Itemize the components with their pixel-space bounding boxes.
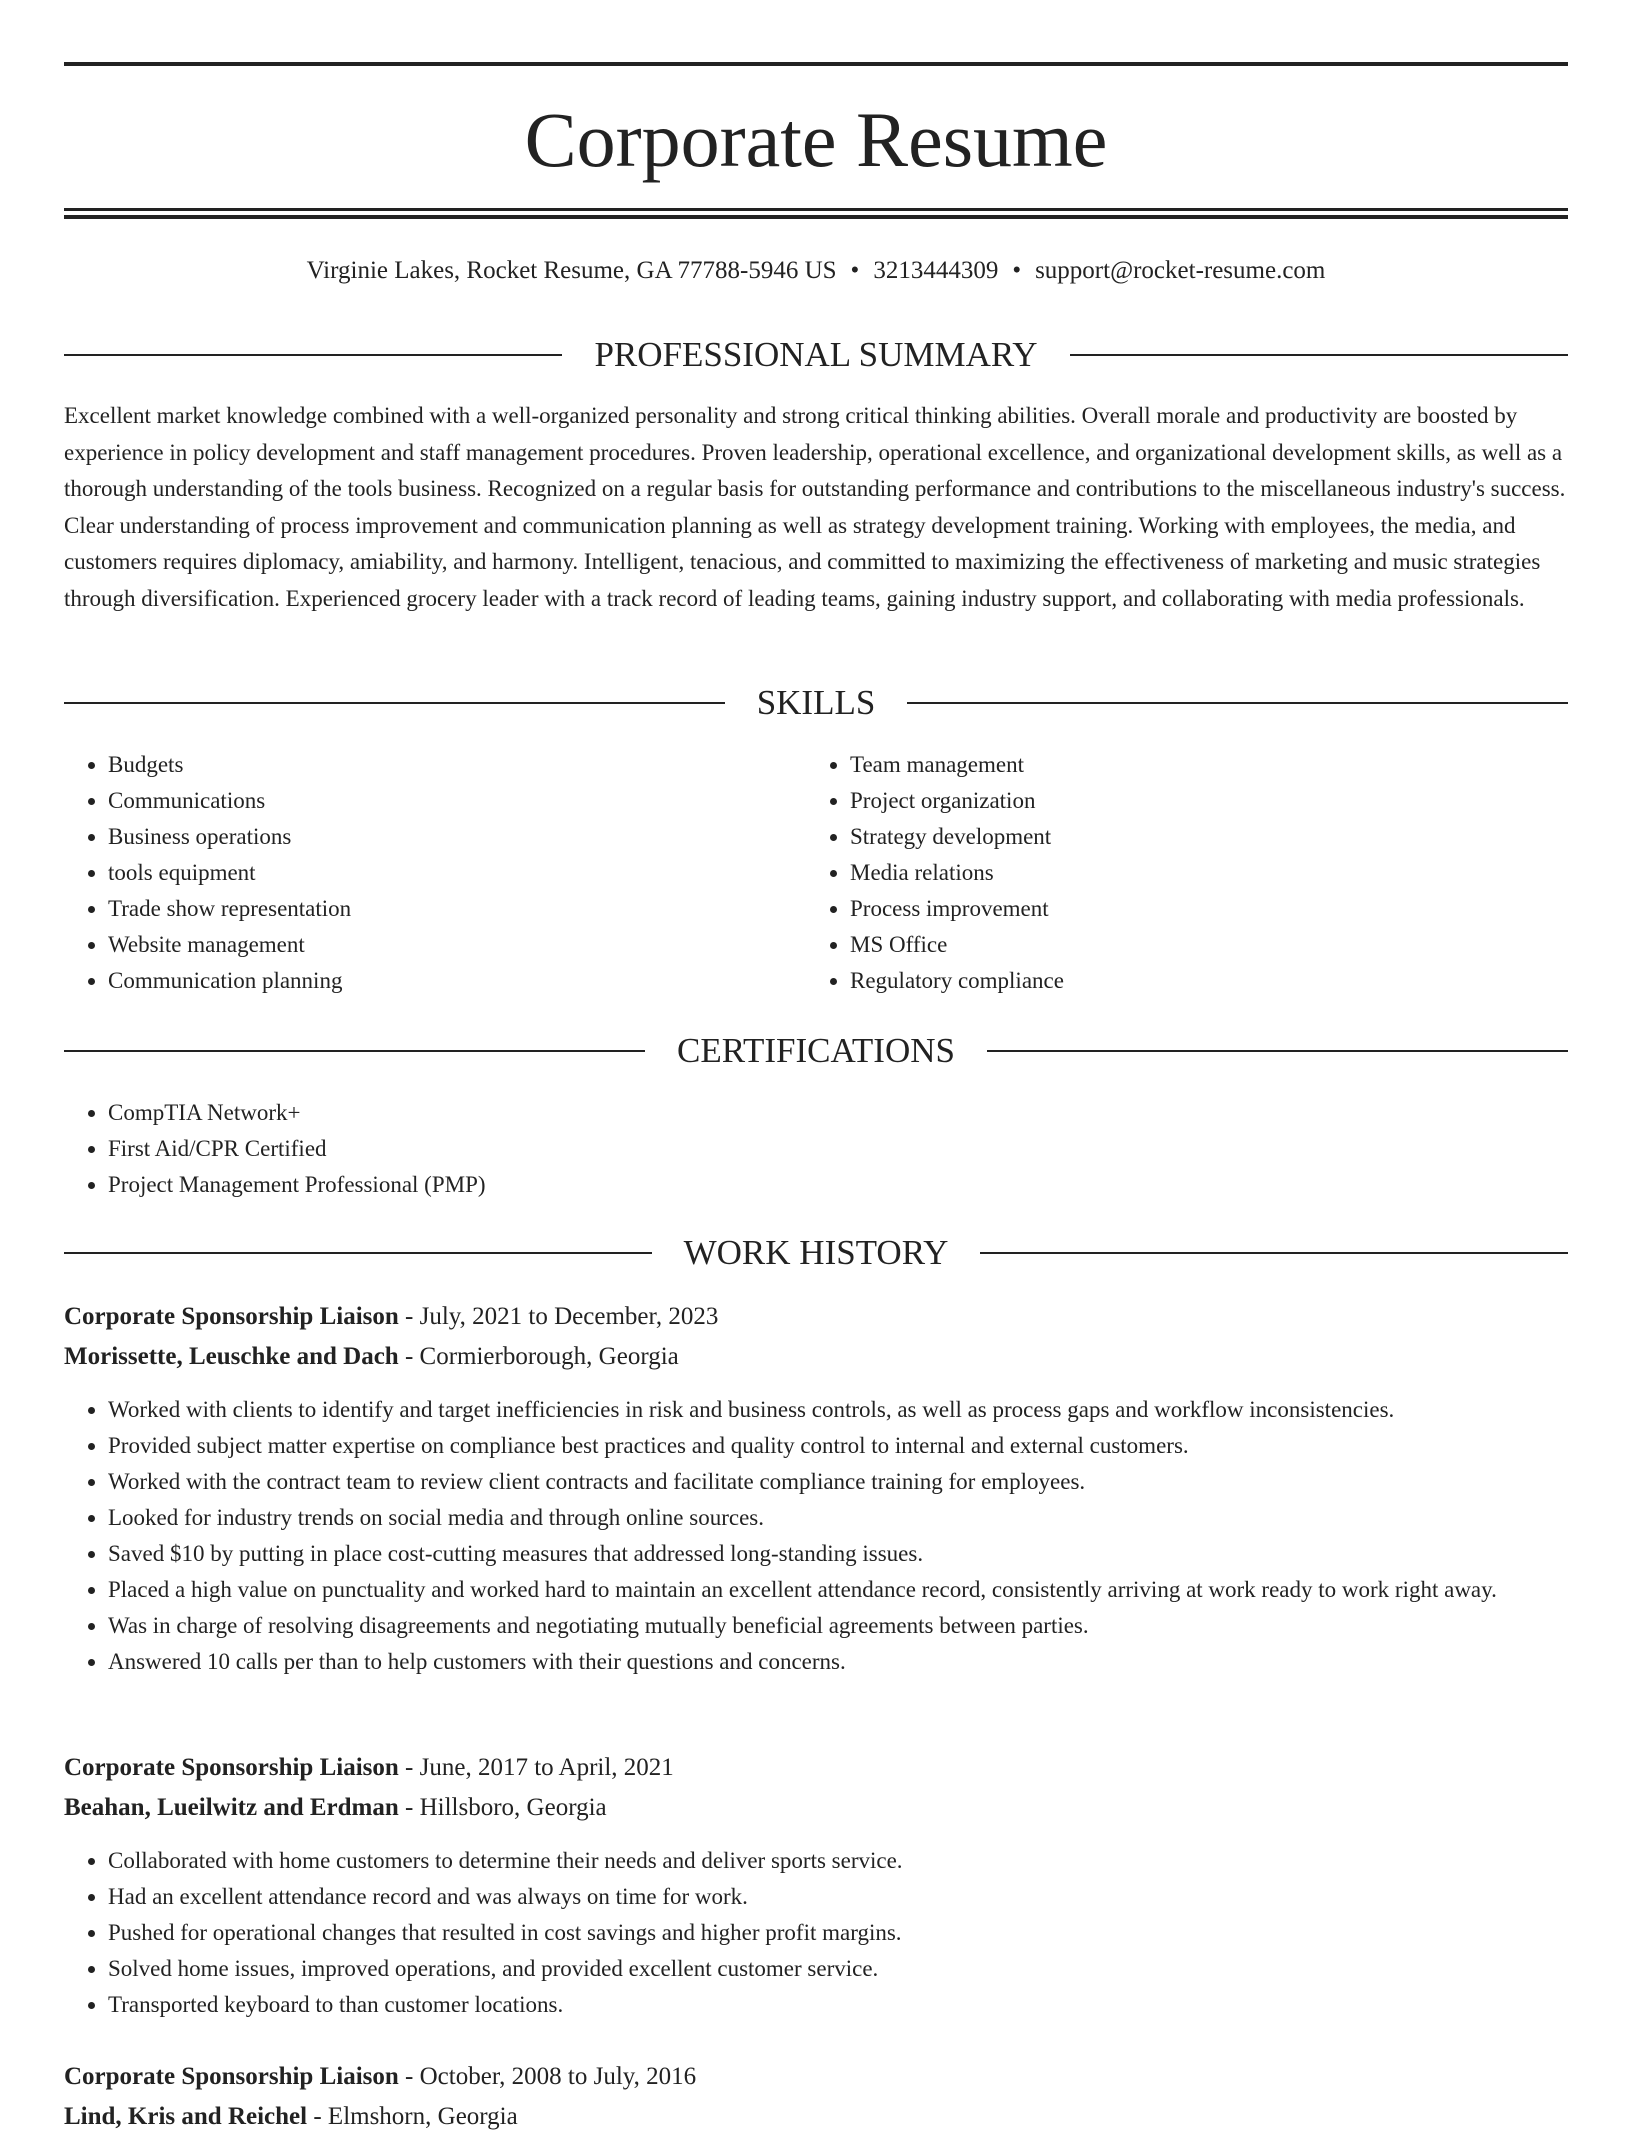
job-company: Beahan, Lueilwitz and Erdman (64, 1794, 399, 1821)
job-bullets (64, 1392, 1612, 1680)
skill-item: • MS Office (850, 927, 1610, 963)
skill-item: • Team management (850, 747, 1610, 783)
section-title-skills: SKILLS (756, 683, 876, 722)
skill-item: • Media relations (850, 855, 1610, 891)
job-location: - Cormierborough, Georgia (398, 1343, 679, 1370)
job-bullet: • Pushed for operational changes that resulted in cost savings and higher profit margins. (108, 1915, 1612, 1951)
section-title-work-history: WORK HISTORY (683, 1233, 949, 1272)
skill-item: • tools equipment (108, 855, 848, 891)
job-dates: - June, 2017 to April, 2021 (398, 1754, 674, 1781)
section-rule-left (64, 1050, 645, 1052)
top-rule (64, 62, 1568, 66)
job-title-line (64, 1750, 1568, 1786)
section-rule-right (907, 702, 1568, 704)
contact-address: Virginie Lakes, Rocket Resume, GA 77788-5946 US (306, 257, 837, 284)
skill-item: • Project organization (850, 783, 1610, 819)
section-rule-right (980, 1252, 1568, 1254)
job-company-line (64, 1339, 1568, 1375)
skill-item: • Business operations (108, 819, 848, 855)
section-header-summary (64, 333, 1568, 377)
certification-item: • Project Management Professional (PMP) (108, 1167, 1612, 1203)
job-bullet: • Was in charge of resolving disagreements and negotiating mutually beneficial agreements between parties. (108, 1608, 1612, 1644)
skill-item: • Website management (108, 927, 848, 963)
title-rule-upper (64, 208, 1568, 211)
section-header-work-history (64, 1231, 1568, 1275)
job-bullet: • Solved home issues, improved operations, and provided excellent customer service. (108, 1951, 1612, 1987)
skill-item: • Trade show representation (108, 891, 848, 927)
job-title-line (64, 1299, 1568, 1335)
skills-list-left (64, 747, 848, 999)
certification-item: • CompTIA Network+ (108, 1095, 1612, 1131)
skill-item: • Communications (108, 783, 848, 819)
section-header-skills (64, 681, 1568, 725)
certifications-list (64, 1095, 1612, 1203)
section-rule-right (1070, 354, 1568, 356)
job-company-line (64, 1790, 1568, 1826)
job-dates: - July, 2021 to December, 2023 (398, 1303, 719, 1330)
skill-item: • Regulatory compliance (850, 963, 1610, 999)
contact-line (64, 254, 1568, 288)
summary-paragraph: Excellent market knowledge combined with a well-organized personality and strong critical thinking abilities. Overall morale and productivity are boosted by experience in policy development and staff management procedures. Proven leadership, operational excellence, and organizational development skills, as well as a thorough understanding of the tools business. Recognized on a regular basis for outstanding performance and contributions to the miscellaneous industry's success. Clear understanding of process improvement and communication planning as well as strategy development training. Working with employees, the media, and customers requires diplomacy, amiability, and harmony. Intelligent, tenacious, and committed to maximizing the effectiveness of marketing and music strategies through diversification. Experienced grocery leader with a track record of leading teams, gaining industry support, and collaborating with media professionals. (64, 403, 1566, 611)
skill-item: • Communication planning (108, 963, 848, 999)
job-company-line (64, 2099, 1568, 2135)
skill-item: • Budgets (108, 747, 848, 783)
job-title: Corporate Sponsorship Liaison (64, 2063, 399, 2090)
contact-separator: • (1012, 257, 1022, 284)
section-rule-left (64, 1252, 652, 1254)
job-company: Lind, Kris and Reichel (64, 2103, 308, 2130)
job-bullet: • Saved $10 by putting in place cost-cutting measures that addressed long-standing issues. (108, 1536, 1612, 1572)
section-rule-left (64, 702, 725, 704)
job-location: - Hillsboro, Georgia (398, 1794, 607, 1821)
skill-item: • Process improvement (850, 891, 1610, 927)
job-bullet: • Looked for industry trends on social media and through online sources. (108, 1500, 1612, 1536)
job-title: Corporate Sponsorship Liaison (64, 1754, 399, 1781)
contact-phone: 3213444309 (873, 257, 999, 284)
job-bullet: • Worked with the contract team to review client contracts and facilitate compliance training for employees. (108, 1464, 1612, 1500)
section-header-certifications (64, 1029, 1568, 1073)
job-dates: - October, 2008 to July, 2016 (398, 2063, 697, 2090)
title-rule-lower (64, 215, 1568, 219)
job-bullet: • Had an excellent attendance record and was always on time for work. (108, 1879, 1612, 1915)
job-location: - Elmshorn, Georgia (307, 2103, 518, 2130)
job-company: Morissette, Leuschke and Dach (64, 1343, 399, 1370)
section-title-certifications: CERTIFICATIONS (677, 1031, 955, 1070)
contact-separator: • (850, 257, 860, 284)
job-bullet: • Collaborated with home customers to determine their needs and deliver sports service. (108, 1843, 1612, 1879)
job-bullet: • Provided subject matter expertise on compliance best practices and quality control to internal and external customers. (108, 1428, 1612, 1464)
job-bullets (64, 1843, 1612, 2023)
job-bullet: • Transported keyboard to than customer locations. (108, 1987, 1612, 2023)
skills-list-right (806, 747, 1610, 999)
job-title-line (64, 2059, 1568, 2095)
resume-title: Corporate Resume (524, 96, 1108, 183)
job-title: Corporate Sponsorship Liaison (64, 1303, 399, 1330)
job-bullet: • Answered 10 calls per than to help customers with their questions and concerns. (108, 1644, 1612, 1680)
section-rule-left (64, 354, 562, 356)
skill-item: • Strategy development (850, 819, 1610, 855)
section-rule-right (987, 1050, 1568, 1052)
section-title-summary: PROFESSIONAL SUMMARY (594, 335, 1038, 374)
job-bullet: • Placed a high value on punctuality and worked hard to maintain an excellent attendance record, consistently arriving at work ready to work right away. (108, 1572, 1612, 1608)
certification-item: • First Aid/CPR Certified (108, 1131, 1612, 1167)
job-bullet: • Worked with clients to identify and target inefficiencies in risk and business controls, as well as process gaps and workflow inconsistencies. (108, 1392, 1612, 1428)
contact-email[interactable]: support@rocket-resume.com (1035, 257, 1326, 284)
